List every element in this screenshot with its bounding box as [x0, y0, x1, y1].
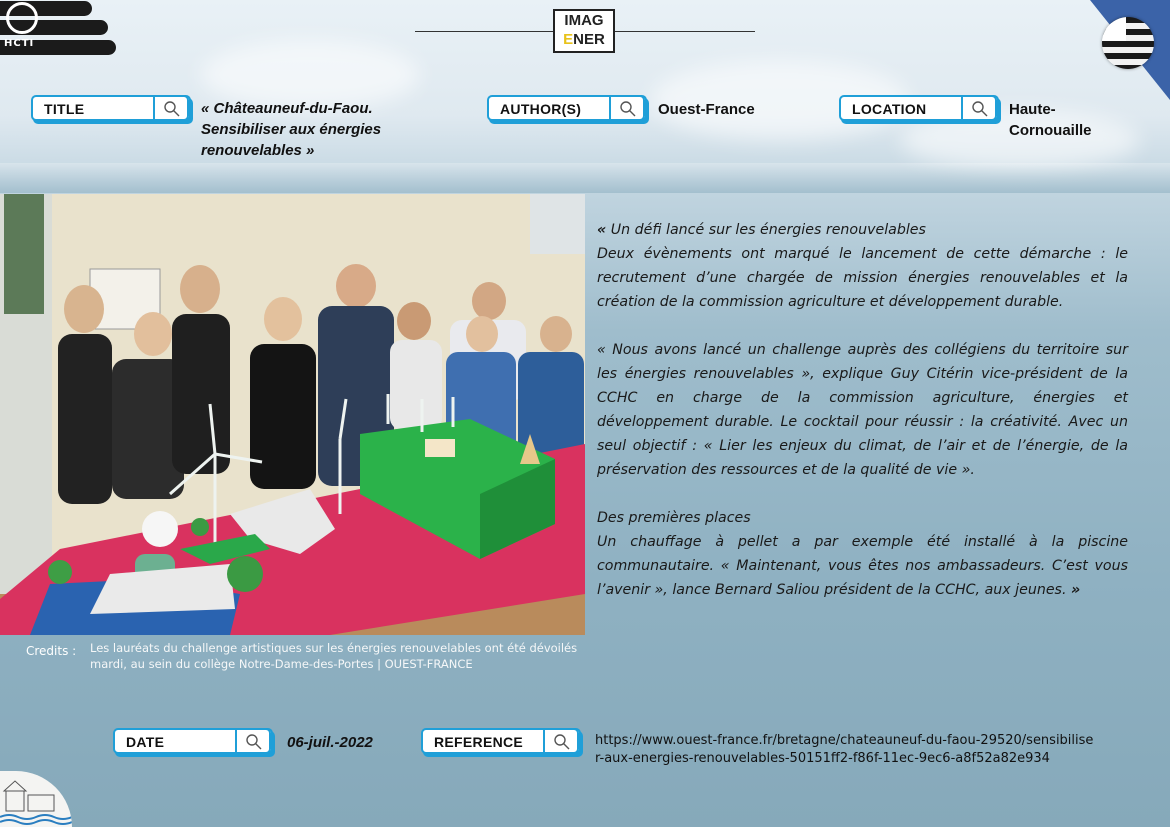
close-quote: »: [1070, 582, 1081, 598]
reference-search-button[interactable]: [543, 728, 579, 754]
search-icon: [163, 100, 181, 118]
reference-label: REFERENCE: [434, 734, 524, 750]
reference-field[interactable]: [421, 728, 581, 754]
article-paragraph-2: « Nous avons lancé un challenge auprès des collégiens du territoire sur les énergies renouvelables », explique Guy Citérin vice-président de la CCHC en charge de la commission agriculture, énergies et développement durable. Le cocktail pour réussir : la créativité. Avec un seul objectif : « Lier les enjeux du climat, de l’air et de l’énergie, de la préservation des ressources et de la qualité de vie ».: [597, 342, 1128, 478]
author-search-button[interactable]: [609, 95, 645, 121]
date-label: DATE: [126, 734, 165, 750]
title-label: TITLE: [44, 101, 85, 117]
article-subtitle-1: « Un défi lancé sur les énergies renouvelables: [597, 222, 926, 238]
imag-ner: NER: [573, 31, 605, 48]
header-rule-left: [415, 31, 553, 32]
search-icon: [245, 733, 263, 751]
search-icon: [619, 100, 637, 118]
title-field[interactable]: [31, 95, 191, 121]
credits-label: Credits :: [26, 644, 77, 658]
search-icon: [553, 733, 571, 751]
article-paragraph-1: Deux évènements ont marqué le lancement de cette démarche : le recrutement d’une chargée de mission énergies renouvelables et la création de la commission agriculture et développement durable.: [597, 246, 1128, 310]
town-icon: [0, 771, 72, 827]
town-logo: [0, 771, 72, 827]
author-field[interactable]: [487, 95, 647, 121]
date-search-button[interactable]: [235, 728, 271, 754]
photo-illustration: [0, 194, 585, 635]
article-body: [597, 218, 1128, 602]
date-field[interactable]: [113, 728, 273, 754]
photo-caption: Les lauréats du challenge artistiques sur les énergies renouvelables ont été dévoilés mardi, au sein du collège Notre-Dame-des-Portes | OUEST-FRANCE: [90, 641, 578, 671]
date-value: 06-juil.-2022: [287, 734, 373, 751]
header-rule-right: [615, 31, 755, 32]
location-field[interactable]: [839, 95, 999, 121]
breton-flag-icon: [1102, 17, 1154, 69]
hcti-logo: [0, 0, 118, 58]
search-icon: [971, 100, 989, 118]
imag-text: IMAG: [564, 12, 604, 29]
title-search-button[interactable]: [153, 95, 189, 121]
reference-link[interactable]: https://www.ouest-france.fr/bretagne/chateauneuf-du-faou-29520/sensibiliser-aux-energies-renouvelables-50151ff2-f86f-11ec-9ec6-a8f52a82e934: [595, 733, 1094, 766]
author-label: AUTHOR(S): [500, 101, 582, 117]
location-value: Haute-Cornouaille: [1009, 101, 1092, 139]
article-subtitle-2: Des premières places: [597, 510, 751, 526]
water-surface: [0, 163, 1170, 193]
author-value: Ouest-France: [658, 101, 755, 118]
imag-e: E: [563, 31, 574, 48]
location-label: LOCATION: [852, 101, 927, 117]
article-paragraph-3: Un chauffage à pellet a par exemple été installé à la piscine communautaire. « Maintenant, vous êtes nos ambassadeurs. C’est vous l’avenir », lance Bernard Saliou président de la CCHC, aux jeunes. »: [597, 534, 1128, 598]
location-search-button[interactable]: [961, 95, 997, 121]
imagener-logo: [553, 9, 615, 53]
logo-text: HCTI: [4, 38, 35, 49]
article-photo: [0, 194, 585, 635]
title-value: « Châteauneuf-du-Faou. Sensibiliser aux énergies renouvelables »: [201, 100, 382, 159]
open-quote: «: [597, 222, 607, 238]
